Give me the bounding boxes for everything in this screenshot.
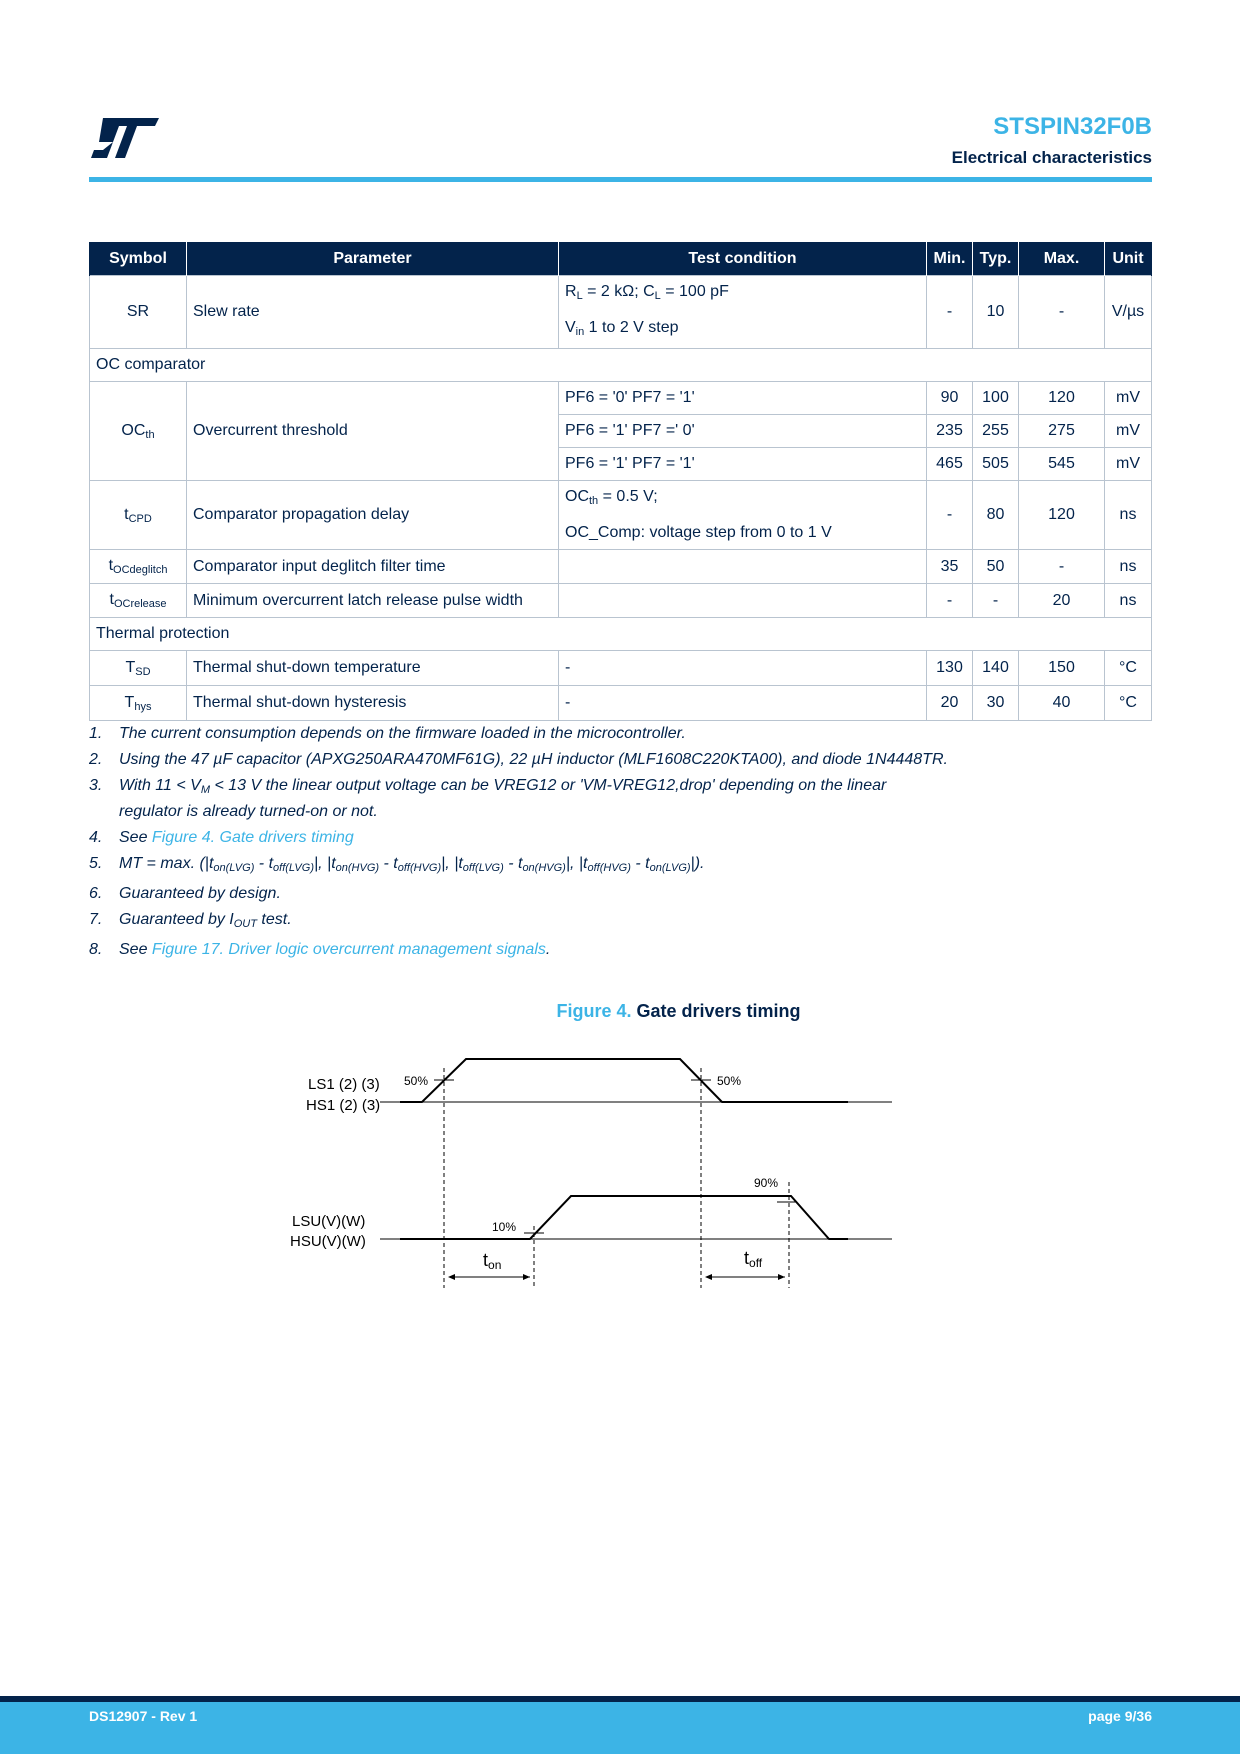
parameter-cell: Overcurrent threshold — [187, 382, 559, 481]
unit-cell: ns — [1105, 584, 1152, 618]
column-header: Parameter — [187, 242, 559, 276]
column-header: Test condition — [559, 242, 927, 276]
figure-caption — [0, 1001, 1240, 1022]
note-8: 8. See Figure 17. Driver logic overcurrent management signals. — [89, 941, 551, 958]
min-cell: - — [927, 276, 973, 349]
typ-cell: 10 — [973, 276, 1019, 349]
typ-cell: 255 — [973, 415, 1019, 448]
unit-cell: mV — [1105, 382, 1152, 415]
ls1-waveform — [400, 1059, 848, 1102]
symbol-cell: $T_{SD}$ — [90, 651, 187, 686]
min-cell: 35 — [927, 550, 973, 584]
column-header: Typ. — [973, 242, 1019, 276]
symbol-cell: $OC_{th}$ — [90, 382, 187, 481]
table-row — [90, 651, 1152, 686]
group-row — [90, 349, 1152, 382]
document-title: STSPIN32F0B — [993, 113, 1152, 140]
typ-cell: - — [973, 584, 1019, 618]
max-cell: 120 — [1019, 481, 1105, 550]
note-7: 7. Guaranteed by $I_{OUT}$ test. — [89, 911, 292, 930]
min-cell: 20 — [927, 686, 973, 721]
typ-cell: 30 — [973, 686, 1019, 721]
group-label: Thermal protection — [90, 618, 1152, 651]
condition-cell — [559, 584, 927, 618]
max-cell: 120 — [1019, 382, 1105, 415]
typ-cell: 505 — [973, 448, 1019, 481]
min-cell: - — [927, 481, 973, 550]
ls1-label: LS1 (2) (3) — [308, 1076, 380, 1093]
unit-cell: °C — [1105, 651, 1152, 686]
condition-cell — [559, 550, 927, 584]
condition-cell: - — [559, 651, 927, 686]
table-row — [90, 382, 1152, 415]
condition-cell: PF6 = '1' PF7 =' 0' — [559, 415, 927, 448]
pct-50-right-label: 50% — [717, 1074, 742, 1088]
figure-17-link[interactable]: Figure 17. Driver logic overcurrent management signals — [151, 941, 546, 958]
table-row — [90, 276, 1152, 349]
max-cell: 20 — [1019, 584, 1105, 618]
symbol-cell: $t_{OCdeglitch}$ — [90, 550, 187, 584]
max-cell: - — [1019, 276, 1105, 349]
max-cell: 275 — [1019, 415, 1105, 448]
condition-cell: - — [559, 686, 927, 721]
note-6: 6. Guaranteed by design. — [89, 885, 281, 902]
table-row — [90, 584, 1152, 618]
typ-cell: 140 — [973, 651, 1019, 686]
typ-cell: 100 — [973, 382, 1019, 415]
t-off-label: toff — [744, 1248, 763, 1270]
symbol-cell: $t_{CPD}$ — [90, 481, 187, 550]
note-3: 3. With $11 < V_M < 13$ V the linear output voltage can be VREG12 or 'VM-VREG12,drop' depending on the linear regulator is already turned-on or not. — [89, 777, 887, 820]
note-1: 1. The current consumption depends on the firmware loaded in the microcontroller. — [89, 725, 686, 742]
typ-cell: 80 — [973, 481, 1019, 550]
figure-title: Gate drivers timing — [636, 1001, 801, 1021]
unit-cell: mV — [1105, 415, 1152, 448]
typ-cell: 50 — [973, 550, 1019, 584]
group-row — [90, 618, 1152, 651]
st-logo-icon — [89, 118, 159, 158]
column-header: Unit — [1105, 242, 1152, 276]
table-row — [90, 550, 1152, 584]
max-cell: 150 — [1019, 651, 1105, 686]
table-notes — [89, 723, 949, 965]
section-title: Electrical characteristics — [951, 148, 1152, 167]
column-header: Min. — [927, 242, 973, 276]
note-2: 2. Using the 47 µF capacitor (APXG250ARA470MF61G), 22 µH inductor (MLF1608C220KTA00), and diode 1N4448TR. — [89, 751, 948, 768]
symbol-cell: SR — [90, 276, 187, 349]
min-cell: 235 — [927, 415, 973, 448]
note-5: 5. MT = max. ($|t_{on(LVG)} - t_{off(LVG)}|$, $|t_{on(HVG)} - t_{off(HVG)}|$, $|t_{off(LVG)} - t_{on(HVG)}|$, $|t_{off(HVG)} - t_{on(LVG)}|$). — [89, 855, 705, 874]
table-row — [90, 686, 1152, 721]
symbol-cell: $T_{hys}$ — [90, 686, 187, 721]
min-cell: 130 — [927, 651, 973, 686]
max-cell: 40 — [1019, 686, 1105, 721]
unit-cell: ns — [1105, 550, 1152, 584]
unit-cell: V/µs — [1105, 276, 1152, 349]
figure-4-link[interactable]: Figure 4. Gate drivers timing — [151, 829, 354, 846]
parameter-cell: Thermal shut-down hysteresis — [187, 686, 559, 721]
figure-number: Figure 4. — [556, 1001, 632, 1021]
header-rule — [89, 177, 1152, 182]
document-revision: DS12907 - Rev 1 — [89, 1708, 198, 1724]
page-number: page 9/36 — [1088, 1708, 1152, 1724]
condition-cell: PF6 = '0' PF7 = '1' — [559, 382, 927, 415]
condition-cell: $OC_{th} = 0.5$ V; OC_Comp: voltage step from 0 to 1 V — [559, 481, 927, 550]
pct-50-left-label: 50% — [404, 1074, 429, 1088]
table-header-row — [90, 242, 1152, 276]
parameter-cell: Slew rate — [187, 276, 559, 349]
condition-cell: PF6 = '1' PF7 = '1' — [559, 448, 927, 481]
symbol-cell: $t_{OCrelease}$ — [90, 584, 187, 618]
hs1-label: HS1 (2) (3) — [306, 1097, 381, 1114]
hsu-label: HSU(V)(W) — [290, 1233, 366, 1250]
condition-cell: $R_L = 2$ kΩ; $C_L = 100$ pF $V_{in}$ 1 to 2 V step — [559, 276, 927, 349]
table-row — [90, 481, 1152, 550]
unit-cell: mV — [1105, 448, 1152, 481]
column-header: Max. — [1019, 242, 1105, 276]
unit-cell: °C — [1105, 686, 1152, 721]
min-cell: - — [927, 584, 973, 618]
parameter-cell: Thermal shut-down temperature — [187, 651, 559, 686]
max-cell: - — [1019, 550, 1105, 584]
t-on-label: ton — [483, 1250, 502, 1272]
note-4: 4. See Figure 4. Gate drivers timing — [89, 829, 354, 846]
pct-90-label: 90% — [754, 1176, 779, 1190]
electrical-characteristics-table — [89, 242, 1152, 721]
pct-10-label: 10% — [492, 1220, 517, 1234]
group-label: OC comparator — [90, 349, 1152, 382]
gate-drivers-timing-diagram — [270, 1040, 910, 1300]
max-cell: 545 — [1019, 448, 1105, 481]
min-cell: 465 — [927, 448, 973, 481]
parameter-cell: Minimum overcurrent latch release pulse width — [187, 584, 559, 618]
parameter-cell: Comparator propagation delay — [187, 481, 559, 550]
unit-cell: ns — [1105, 481, 1152, 550]
lsu-label: LSU(V)(W) — [292, 1213, 366, 1230]
parameter-cell: Comparator input deglitch filter time — [187, 550, 559, 584]
column-header: Symbol — [90, 242, 187, 276]
min-cell: 90 — [927, 382, 973, 415]
